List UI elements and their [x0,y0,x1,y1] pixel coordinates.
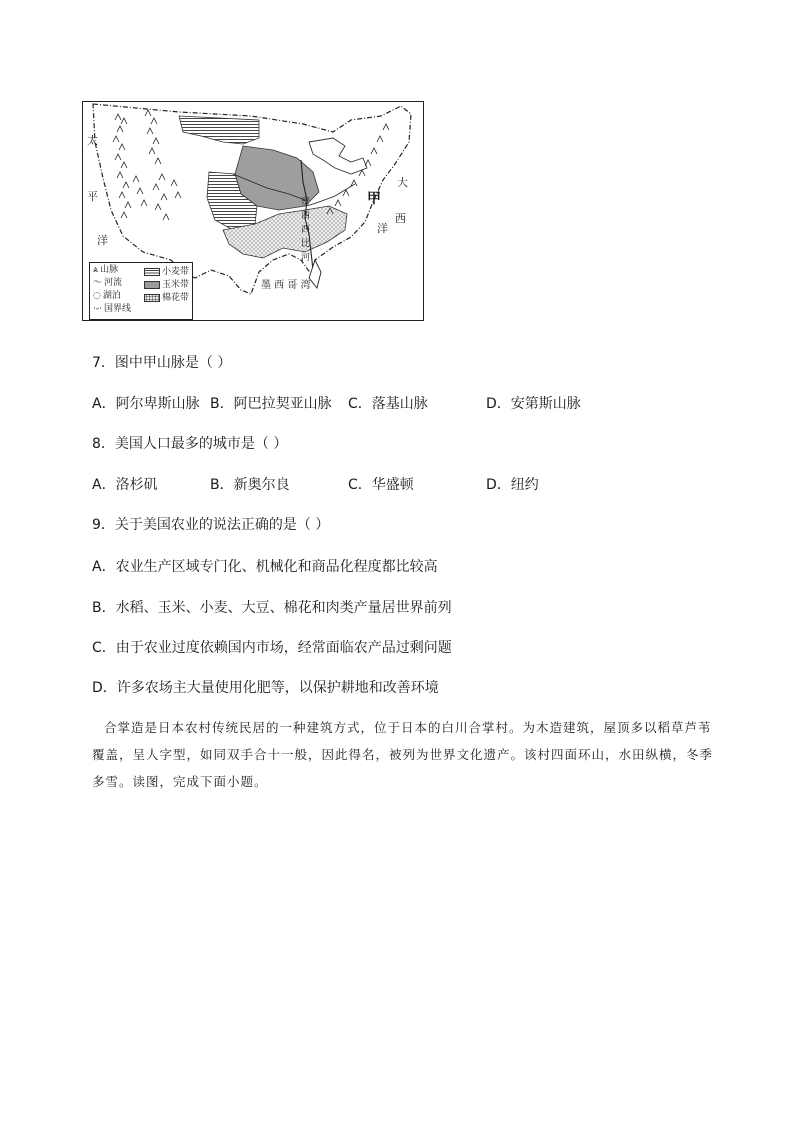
corn-swatch-icon [144,281,160,289]
legend-corn [144,279,189,291]
lake-icon: ◌ [93,291,101,301]
question-8-option-d[interactable]: D．纽约 [486,477,539,493]
legend-border-label: 国界线 [103,304,131,314]
atlantic-label-1: 大 [397,176,408,189]
legend-cotton [144,292,189,304]
question-8-stem: 8．美国人口最多的城市是（ ） [92,436,288,452]
question-7-option-c[interactable]: C．落基山脉 [348,396,428,412]
river-label-2: 西 [301,211,311,221]
legend-mountain-label: 山脉 [100,265,119,275]
pacific-label-3: 洋 [97,234,108,247]
legend-lake [93,290,121,302]
map-legend [89,262,193,320]
river-label-1: 密 [301,197,311,207]
legend-wheat-label: 小麦带 [162,267,190,277]
legend-cotton-label: 棉花带 [162,293,190,303]
legend-river-label: 河流 [104,278,123,288]
question-7-option-a[interactable]: A．阿尔卑斯山脉 [92,396,200,412]
mountain-icon: ⩓ [93,265,99,275]
reading-passage: 合掌造是日本农村传统民居的一种建筑方式，位于日本的白川合掌村。为木造建筑，屋顶多以稻草芦苇覆盖，呈人字型，如同双手合十一般，因此得名，被列为世界文化遗产。该村四面环山，水田纵横，冬季多雪。读图，完成下面小题。 [92,720,714,789]
legend-wheat [144,266,189,278]
gulf-of-mexico-label: 墨 西 哥 湾 [261,280,311,291]
question-8-option-c[interactable]: C．华盛顿 [348,477,414,493]
usa-agriculture-map [82,101,424,321]
pacific-label-2: 平 [87,190,98,203]
river-label-5: 河 [301,253,311,263]
atlantic-label-2: 西 [395,212,406,225]
question-8-option-b[interactable]: B．新奥尔良 [210,477,290,493]
question-7-option-d[interactable]: D．安第斯山脉 [486,396,581,412]
question-8-option-a[interactable]: A．洛杉矶 [92,477,158,493]
atlantic-label-3: 洋 [377,222,388,235]
legend-border [93,303,131,315]
question-9-option-a[interactable]: A．农业生产区域专门化、机械化和商品化程度都比较高 [92,559,438,575]
pacific-label-1: 太 [87,134,98,147]
legend-lake-label: 湖泊 [102,291,121,301]
question-9-option-b[interactable]: B．水稻、玉米、小麦、大豆、棉花和肉类产量居世界前列 [92,600,452,616]
question-9-option-c[interactable]: C．由于农业过度依赖国内市场，经常面临农产品过剩问题 [92,640,452,656]
legend-river [93,277,122,289]
jia-label: 甲 [367,191,381,207]
question-7-stem: 7．图中甲山脉是（ ） [92,355,232,371]
legend-corn-label: 玉米带 [162,280,190,290]
river-label-3: 西 [301,225,311,235]
river-label-4: 比 [301,239,311,249]
wheat-swatch-icon [144,268,160,276]
cotton-swatch-icon [144,294,160,302]
question-7-option-b[interactable]: B．阿巴拉契亚山脉 [210,396,332,412]
question-9-option-d[interactable]: D．许多农场主大量使用化肥等，以保护耕地和改善环境 [92,680,439,696]
border-line-icon: ·-· [93,304,102,314]
question-9-stem: 9．关于美国农业的说法正确的是（ ） [92,517,330,533]
river-icon: 〜 [93,278,103,288]
legend-mountain [93,264,118,276]
